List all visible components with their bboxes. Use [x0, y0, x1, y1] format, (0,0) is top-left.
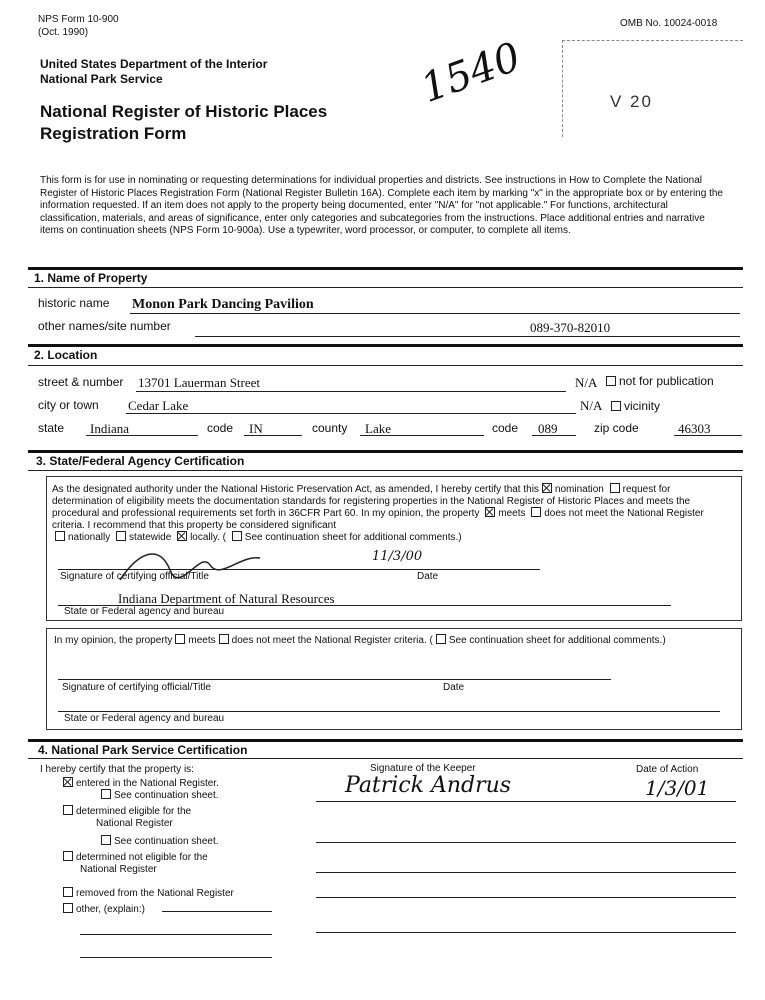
request-checkbox[interactable]: [610, 483, 620, 493]
underline: [316, 897, 736, 898]
removed-option: removed from the National Register: [60, 887, 234, 899]
handwritten-number: 1540: [415, 33, 527, 113]
underline: [80, 957, 272, 958]
vicinity: vicinity: [608, 399, 660, 413]
underline: [316, 801, 736, 802]
section3-heading: 3. State/Federal Agency Certification: [36, 454, 245, 468]
keeper-label: Signature of the Keeper: [370, 763, 476, 774]
entered-option: entered in the National Register.: [60, 777, 219, 789]
signature-label: Signature of certifying official/Title: [60, 571, 209, 582]
underline: [80, 934, 272, 935]
divider: [28, 470, 743, 471]
divider: [28, 739, 743, 742]
keeper-signature: Patrick Andrus: [345, 773, 512, 798]
date-label-2: Date: [443, 682, 465, 693]
underline: [162, 911, 272, 912]
opinion-text: In my opinion, the property meets does not meet the National Register criteria. ( See continuation sheet for additional comments.): [54, 635, 666, 646]
divider: [28, 267, 743, 270]
underline: [58, 711, 720, 712]
other-option: other, (explain:): [60, 903, 145, 915]
underline: [126, 413, 576, 414]
cert-date-value: 11/3/00: [372, 549, 423, 564]
official-signature: [110, 540, 280, 590]
section2-heading: 2. Location: [34, 348, 98, 362]
underline: [130, 313, 740, 314]
underline: [360, 435, 484, 436]
not-for-publication: not for publication: [603, 374, 714, 388]
underline: [532, 435, 576, 436]
not-eligible-checkbox[interactable]: [63, 851, 73, 861]
underline: [674, 435, 742, 436]
state-value[interactable]: Indiana: [90, 421, 129, 436]
historic-name-label: historic name: [38, 296, 110, 310]
zip-label: zip code: [594, 421, 639, 435]
eligible-option: determined eligible for the National Register: [60, 805, 191, 830]
state-code[interactable]: IN: [249, 421, 263, 436]
department-name: United States Department of the Interior: [40, 57, 268, 71]
county-label: county: [312, 421, 348, 435]
form-subtitle: Registration Form: [40, 124, 187, 143]
date-label: Date: [417, 571, 439, 582]
form-date: (Oct. 1990): [38, 27, 89, 38]
county-code[interactable]: 089: [538, 421, 558, 436]
historic-name-value[interactable]: Monon Park Dancing Pavilion: [132, 297, 314, 312]
city-label: city or town: [38, 398, 99, 412]
underline: [86, 435, 198, 436]
eligible-checkbox[interactable]: [63, 805, 73, 815]
form-number: NPS Form 10-900: [38, 14, 119, 25]
form-title: National Register of Historic Places: [40, 102, 328, 121]
divider: [28, 344, 743, 347]
other-checkbox[interactable]: [63, 903, 73, 913]
meets-checkbox[interactable]: [485, 507, 495, 517]
certify-text: I hereby certify that the property is:: [40, 764, 194, 775]
underline: [136, 391, 566, 392]
checkbox[interactable]: [101, 835, 111, 845]
entered-checkbox[interactable]: [63, 777, 73, 787]
omb-number: OMB No. 10024-0018: [620, 18, 718, 29]
checkbox[interactable]: [611, 401, 621, 411]
other-names-value[interactable]: 089-370-82010: [530, 320, 611, 335]
not-eligible-option: determined not eligible for the National Register: [60, 851, 208, 876]
checkbox[interactable]: [101, 789, 111, 799]
state-certification-text: As the designated authority under the National Historic Preservation Act, as amended, I hereby certify that this nomination request for determination of eligibility meets the documentation standards for registering properties in the National Register of Historic Places and meets the procedural and professional requirements set forth in 36CFR Part 60. In my opinion, the property meets does not meet the National Register criteria. I recommend that this property be considered significant nationally statewide locally. ( See continuation sheet for additional comments.): [52, 484, 704, 543]
stamp-text: V 20: [610, 92, 653, 111]
zip-value[interactable]: 46303: [678, 421, 711, 436]
agency-label: State or Federal agency and bureau: [64, 606, 225, 617]
na-vicinity: N/A: [580, 398, 603, 413]
divider: [28, 450, 743, 453]
underline: [58, 679, 611, 680]
divider: [28, 758, 743, 759]
signature-label-2: Signature of certifying official/Title: [62, 682, 211, 693]
underline: [244, 435, 302, 436]
opinion-meets-checkbox[interactable]: [175, 634, 185, 644]
underline: [316, 872, 736, 873]
nomination-checkbox[interactable]: [542, 483, 552, 493]
opinion-continuation-checkbox[interactable]: [436, 634, 446, 644]
code-label: code: [207, 421, 234, 435]
date-of-action-label: Date of Action: [636, 764, 699, 775]
removed-checkbox[interactable]: [63, 887, 73, 897]
city-value[interactable]: Cedar Lake: [128, 398, 189, 413]
see-continuation-1: See continuation sheet.: [98, 789, 219, 801]
received-stamp: [562, 40, 743, 137]
opinion-does-not-meet-checkbox[interactable]: [219, 634, 229, 644]
underline: [58, 569, 540, 570]
see-continuation-2: See continuation sheet.: [98, 835, 219, 847]
action-date: 1/3/01: [645, 776, 710, 800]
does-not-meet-checkbox[interactable]: [531, 507, 541, 517]
section4-heading: 4. National Park Service Certification: [38, 743, 248, 757]
na-publication: N/A: [575, 375, 598, 390]
street-value[interactable]: 13701 Lauerman Street: [138, 375, 261, 390]
agency-value[interactable]: Indiana Department of Natural Resources: [118, 591, 335, 606]
divider: [28, 365, 743, 366]
street-label: street & number: [38, 375, 124, 389]
service-name: National Park Service: [40, 72, 163, 86]
section1-heading: 1. Name of Property: [34, 271, 148, 285]
divider: [28, 287, 743, 288]
county-value[interactable]: Lake: [365, 421, 391, 436]
underline: [195, 336, 740, 337]
underline: [316, 932, 736, 933]
underline: [316, 842, 736, 843]
nationally-checkbox[interactable]: [55, 531, 65, 541]
intro-text: This form is for use in nominating or requesting determinations for individual properties and districts. See instructions in How to Complete the National Register of Historic Places Registration Form (National Register Bulletin 16A). Complete each item by marking "x" in the appropriate box or by entering the information requested. If an item does not apply to the property being documented, enter "N/A" for "not applicable." For functions, architectural classification, materials, and areas of significance, enter only categories and subcategories from the instructions. Place additional entries and narrative items on continuation sheets (NPS Form 10-900a). Use a typewriter, word processor, or computer, to complete all items.: [40, 175, 723, 236]
checkbox[interactable]: [606, 376, 616, 386]
other-names-label: other names/site number: [38, 319, 171, 333]
state-label: state: [38, 421, 65, 435]
agency-label-2: State or Federal agency and bureau: [64, 713, 225, 724]
county-code-label: code: [492, 421, 519, 435]
